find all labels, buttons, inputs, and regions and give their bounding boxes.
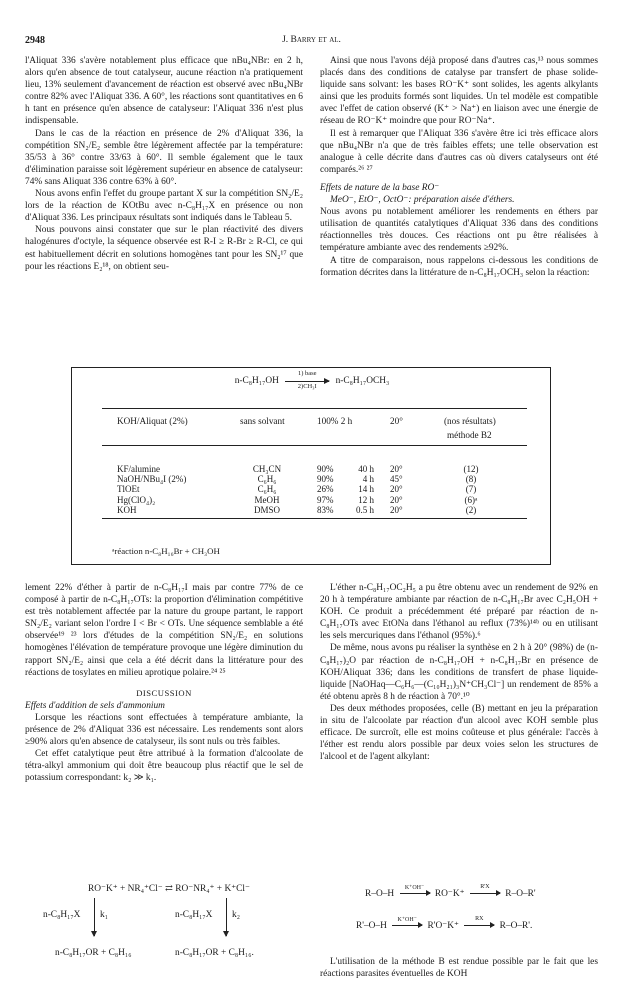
- eq-reagent: RX: [475, 916, 484, 923]
- right-column-bottom-end: [320, 956, 598, 980]
- table-cell: 20°: [390, 504, 403, 515]
- equation-route-2: [356, 916, 533, 931]
- table-cell: (12): [463, 464, 479, 474]
- reaction-reactant: n-C₈H₁₇OH: [234, 376, 279, 386]
- table-cell: 20°: [390, 464, 403, 474]
- eq-term: R–O–R': [505, 889, 536, 899]
- table-rule-bottom: [102, 518, 527, 519]
- table-cell: 97%: [317, 494, 334, 505]
- scheme-substrate-2: n-C₈H₁₇X: [175, 910, 213, 920]
- reaction-reagent-2: 2)CH₃I: [297, 383, 317, 391]
- eq-arrow: [464, 916, 494, 926]
- scheme-k1: k₁: [100, 910, 108, 920]
- paragraph: L'utilisation de la méthode B est rendue possible par le fait que les réactions parasites éventuelles de KOH: [320, 957, 598, 980]
- eq-reagent: K⁺OH⁻: [397, 917, 417, 924]
- eq-term: R'O⁻K⁺: [427, 921, 459, 931]
- scheme-arrow-k1: [94, 898, 95, 936]
- paragraph: Lorsque les réactions sont effectuées à température ambiante, la présence de 2% d'Aliquat 336 est nécessaire. Les rendements sont alors ≥90% alors qu'en absence de catalyseur, ils sont nuls ou très faibles.: [25, 712, 303, 748]
- scheme-equilibrium: RO⁻K⁺ + NR₄⁺Cl⁻ ⇄ RO⁻NR₄⁺ + K⁺Cl⁻: [88, 884, 250, 894]
- paragraph: l'Aliquat 336 s'avère notablement plus efficace que nBu₄NBr: en 2 h, alors qu'en absence de tout catalyseur, aucune réaction n'a pratiquement lieu, 13% seulement d'avancement de réaction est observé avec nBu₄NBr contre 82% avec l'Aliquat 336. A 60°, les réactions sont quantitatives en 6 h tant en présence qu'en absence de catalyseur: l'Aliquat 336 n'est plus indispensable.: [25, 56, 303, 127]
- left-column-bottom: [25, 582, 303, 785]
- equation-route-1: [365, 884, 536, 899]
- table-cell: (2): [465, 504, 477, 515]
- table-cell: 40 h: [358, 464, 374, 474]
- paragraph: Des deux méthodes proposées, celle (B) mettant en jeu la préparation in situ de l'alcoolate par réaction d'un alcool avec KOH semble plus efficace. De surcroît, elle est moins coûteuse et plus générale: l'accès à l'éther est rendu alors possible par deux voies selon les structures de l'alcool et de l'agent alkylant:: [320, 703, 598, 763]
- running-head: [0, 35, 623, 45]
- scheme-product-1: n-C₈H₁₇OR + C₈H₁₆: [55, 948, 132, 958]
- section-heading-discussion: DISCUSSION: [136, 687, 192, 698]
- table-col-temp: [390, 464, 403, 515]
- eq-arrow: [392, 917, 422, 926]
- table-cell: C₆H₆: [257, 474, 277, 485]
- table-cell: 20°: [390, 484, 403, 495]
- table-col-solvent: [242, 464, 292, 515]
- table-header-cell: sans solvant: [240, 416, 285, 426]
- table-cell: KOH: [117, 504, 137, 515]
- eq-arrow: [400, 885, 430, 894]
- table-cell: 0.5 h: [356, 504, 374, 515]
- paragraph: Nous avons pu notablement améliorer les rendements en éthers par utilisation de quantités catalytiques d'Aliquat 336 dans des conditions réactionnelles très douces. Ces réactions ont pu être réalisées à température ambiante avec des rendements ≥92%.: [320, 207, 598, 254]
- paragraph: lement 22% d'éther à partir de n-C₈H₁₇I mais par contre 77% de ce composé à partir de n-C₈H₁₇OTs: la proportion d'élimination compétitive est très notablement affectée par la nature du groupe partant, le rapport SN₂/E₂ variant selon l'ordre I < Br < OTs. Une séquence semblable a été observée¹⁹ ²³ lors d'études de la compétition SN₂/E₂ en solutions homogènes l'élévation de température provoque une légère diminution du rapport SN₂/E₂ ainsi que cela a été décrit dans la littérature pour des réactions de tosylates en milieu aprotique polaire.²⁴ ²⁵: [25, 583, 303, 678]
- table-cell: (8): [465, 474, 477, 485]
- table-cell: 90%: [317, 474, 334, 485]
- table-col-yield: [317, 464, 334, 515]
- table-cell: NaOH/NBu₄I (2%): [117, 474, 187, 485]
- scheme-arrow-k2: [226, 898, 227, 936]
- paragraph: Nous pouvons ainsi constater que sur le plan réactivité des divers halogénures d'octyle, la séquence observée est R-I ≥ R-Br ≥ R-Cl, ce qui est habituellement décrit en solutions homogènes tant pour les SN₂¹⁷ que pour les réactions E₂¹⁸, on obtient seu-: [25, 225, 303, 272]
- table-reaction: [72, 370, 552, 391]
- comparison-table: [71, 367, 551, 565]
- table-cell: (7): [465, 484, 477, 495]
- table-cell: Hg(ClO₄)₂: [117, 494, 156, 505]
- right-column-bottom: [320, 582, 598, 763]
- right-column-top: [320, 55, 598, 279]
- table-cell: 45°: [390, 474, 403, 485]
- scheme-substrate-1: n-C₈H₁₇X: [43, 910, 81, 920]
- table-cell: 83%: [317, 504, 334, 515]
- paragraph: Dans le cas de la réaction en présence de 2% d'Aliquat 336, la compétition SN₂/E₂ semble être légèrement affectée par la température: 35/53 à 36° contre 33/63 à 60°. Il semble également que le taux d'élimination paraisse soit légèrement supérieur en absence de catalyseur: 74% sans Aliquat 336 contre 63% à 60°.: [25, 128, 303, 187]
- table-cell: 20°: [390, 494, 403, 505]
- table-cell: 90%: [317, 464, 334, 474]
- page-number: 2948: [25, 35, 45, 46]
- paragraph: Nous avons enfin l'effet du groupe partant X sur la compétition SN₂/E₂ lors de la réaction de KOtBu avec n-C₈H₁₇X en présence ou non d'Aliquat 336. Les principaux résultats sont indiqués dans le Tableau 5.: [25, 189, 303, 224]
- running-head-text: J. Barry et al.: [282, 35, 341, 45]
- reaction-arrow: [285, 370, 329, 391]
- subsection-heading: Effets d'addition de sels d'ammonium: [25, 700, 165, 711]
- subsection-heading: MeO⁻, EtO⁻, OctO⁻: préparation aisée d'éthers.: [330, 195, 515, 206]
- table-header-cell: 20°: [390, 416, 403, 426]
- table-header-cell: méthode B2: [447, 430, 492, 440]
- reaction-reagent-1: 1) base: [297, 370, 317, 378]
- paragraph: Cet effet catalytique peut être attribué à la formation d'alcoolate de tétra-alkyl ammonium qui doit être beaucoup plus réactif que le sel de potassium correspondant: k₂ ≫ k₁.: [25, 749, 303, 784]
- eq-term: R–O–R'.: [499, 921, 533, 931]
- reaction-product: n-C₈H₁₇OCH₃: [335, 376, 390, 386]
- table-cell: 26%: [317, 484, 334, 495]
- table-cell: 14 h: [358, 484, 374, 495]
- eq-term: R–O–H: [365, 889, 395, 899]
- paragraph: A titre de comparaison, nous rappelons ci-dessous les conditions de formation décrites dans la littérature de n-C₈H₁₇OCH₃ selon la réaction:: [320, 255, 598, 278]
- table-footnote: ᵃréaction n-C₈H₁₆Br + CH₃OH: [112, 546, 220, 556]
- table-cell: 4 h: [362, 474, 374, 485]
- table-cell: KF/alumine: [117, 464, 160, 474]
- eq-arrow: [470, 884, 500, 894]
- eq-reagent: K⁺OH⁻: [404, 885, 425, 892]
- eq-term: R'–O–H: [356, 921, 387, 931]
- table-rule-top: [102, 408, 527, 409]
- table-col-ref: [456, 464, 486, 515]
- table-cell: (6)ᵃ: [464, 494, 478, 505]
- eq-term: RO⁻K⁺: [434, 889, 465, 899]
- table-col-time: [342, 464, 374, 515]
- scheme-product-2: n-C₈H₁₇OR + C₈H₁₆.: [175, 948, 254, 958]
- table-cell: MeOH: [254, 494, 280, 505]
- eq-reagent: R'X: [480, 884, 490, 891]
- table-cell: C₆H₆: [257, 484, 277, 495]
- section-heading: Effets de nature de la base RO⁻: [320, 182, 440, 193]
- table-cell: TlOEt: [117, 484, 140, 495]
- table-header-cell: KOH/Aliquat (2%): [117, 416, 188, 426]
- table-header-cell: 100% 2 h: [317, 416, 353, 426]
- table-header-cell: (nos résultats): [444, 416, 496, 426]
- table-col-reagent: [117, 464, 186, 515]
- table-cell: CH₃CN: [252, 464, 282, 474]
- table-rule-mid: [102, 445, 527, 446]
- paragraph: Il est à remarquer que l'Aliquat 336 s'avère être ici très efficace alors que nBu₄NBr n'a que de très faibles effets; une telle observation est analogue à celle décrite dans d'autres cas où divers catalyseurs ont été comparés.²⁶ ²⁷: [320, 128, 598, 175]
- left-column-top: [25, 55, 303, 273]
- paragraph: De même, nous avons pu réaliser la synthèse en 2 h à 20° (98%) de (n-C₈H₁₇)₂O par réaction de n-C₈H₁₇OH + n-C₈H₁₇Br en présence de KOH/Aliquat 336; dans les conditions de transfert de phase liquide-liquide [NaOHaq—C₆H₆—(C₁₀H₂₁)₃N⁺CH₃Cl⁻] un rendement de 85% a été obtenu après 8 h de réaction à 70°.¹⁰: [320, 643, 598, 702]
- paragraph: Ainsi que nous l'avons déjà proposé dans d'autres cas,¹³ nous sommes placés dans des conditions de catalyse par transfert de phase solide-liquide sans solvant: les bases RO⁻K⁺ sont solides, les agents alkylants ainsi que les produits formés sont liquides. Un tel modèle est compatible avec l'effet de cation observé (K⁺ > Na⁺) en liaison avec une énergie de réseau de RO⁻K⁺ moindre que pour RO⁻Na⁺.: [320, 56, 598, 127]
- scheme-k2: k₂: [232, 910, 240, 920]
- table-cell: 12 h: [358, 494, 374, 505]
- paragraph: L'éther n-C₈H₁₇OC₂H₅ a pu être obtenu avec un rendement de 92% en 20 h à température ambiante par réaction de n-C₈H₁₇Br avec C₂H₅OH + KOH. Ce produit a précédemment été préparé par réaction de n-C₈H₁₇OTs avec EtONa dans l'éthanol au reflux (73%)¹⁴ᵇ ou en utilisant les sels mercuriques dans l'éthanol (95%).⁶: [320, 583, 598, 642]
- table-cell: DMSO: [253, 504, 280, 515]
